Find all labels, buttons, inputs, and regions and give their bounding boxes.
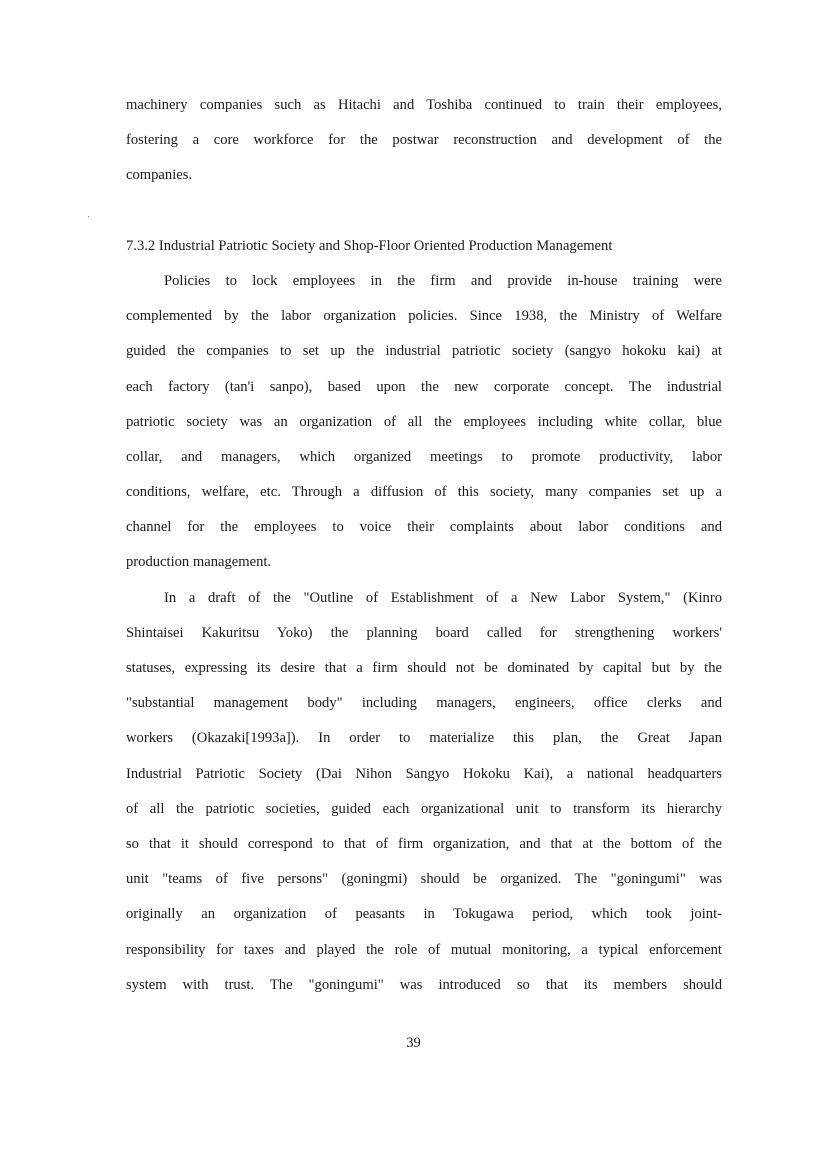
text-line: of all the patriotic societies, guided each organizational unit to transform its hierarchy [126, 800, 722, 817]
text-line: machinery companies such as Hitachi and Toshiba continued to train their employees, [126, 97, 722, 113]
text-line: Policies to lock employees in the firm and provide in-house training were [164, 272, 722, 289]
text-line: responsibility for taxes and played the role of mutual monitoring, a typical enforcement [126, 941, 722, 958]
text-line: statuses, expressing its desire that a firm should not be dominated by capital but by the [126, 660, 722, 676]
text-line: channel for the employees to voice their complaints about labor conditions and [126, 519, 722, 536]
text-line: unit "teams of five persons" (goningmi) should be organized. The "goningumi" was [126, 871, 722, 888]
text-line: each factory (tan'i sanpo), based upon the new corporate concept. The industrial [126, 378, 722, 395]
page-number: 39 [406, 1035, 421, 1051]
document-page [126, 88, 722, 1003]
text-line: "substantial management body" including managers, engineers, office clerks and [126, 695, 722, 712]
text-line: production management. [126, 554, 272, 571]
text-line: workers (Okazaki[1993a]). In order to materialize this plan, the Great Japan [126, 730, 722, 747]
text-line: complemented by the labor organization policies. Since 1938, the Ministry of Welfare [126, 308, 722, 325]
text-line: collar, and managers, which organized meetings to promote productivity, labor [126, 448, 722, 465]
text-line: originally an organization of peasants in Tokugawa period, which took joint- [126, 906, 722, 923]
scan-speck [88, 216, 89, 217]
text-line: so that it should correspond to that of firm organization, and that at the bottom of the [126, 835, 722, 852]
text-line: Industrial Patriotic Society (Dai Nihon Sangyo Hokoku Kai), a national headquarters [126, 765, 722, 782]
text-line: Shintaisei Kakuritsu Yoko) the planning board called for strengthening workers' [126, 624, 722, 641]
text-line: guided the companies to set up the industrial patriotic society (sangyo hokoku kai) at [126, 343, 722, 360]
paragraph-intro [126, 88, 722, 194]
text-line: companies. [126, 167, 193, 184]
text-line: conditions, welfare, etc. Through a diffusion of this society, many companies set up a [126, 484, 722, 501]
section-heading: 7.3.2 Industrial Patriotic Society and Shop-Floor Oriented Production Management [126, 237, 613, 254]
paragraph-2 [126, 581, 722, 1003]
text-line: patriotic society was an organization of all the employees including white collar, blue [126, 413, 722, 430]
text-line: fostering a core workforce for the postwar reconstruction and development of the [126, 132, 722, 149]
text-line: system with trust. The "goningumi" was introduced so that its members should [126, 976, 722, 993]
text-line: In a draft of the "Outline of Establishment of a New Labor System," (Kinro [164, 589, 722, 606]
paragraph-1 [126, 264, 722, 581]
